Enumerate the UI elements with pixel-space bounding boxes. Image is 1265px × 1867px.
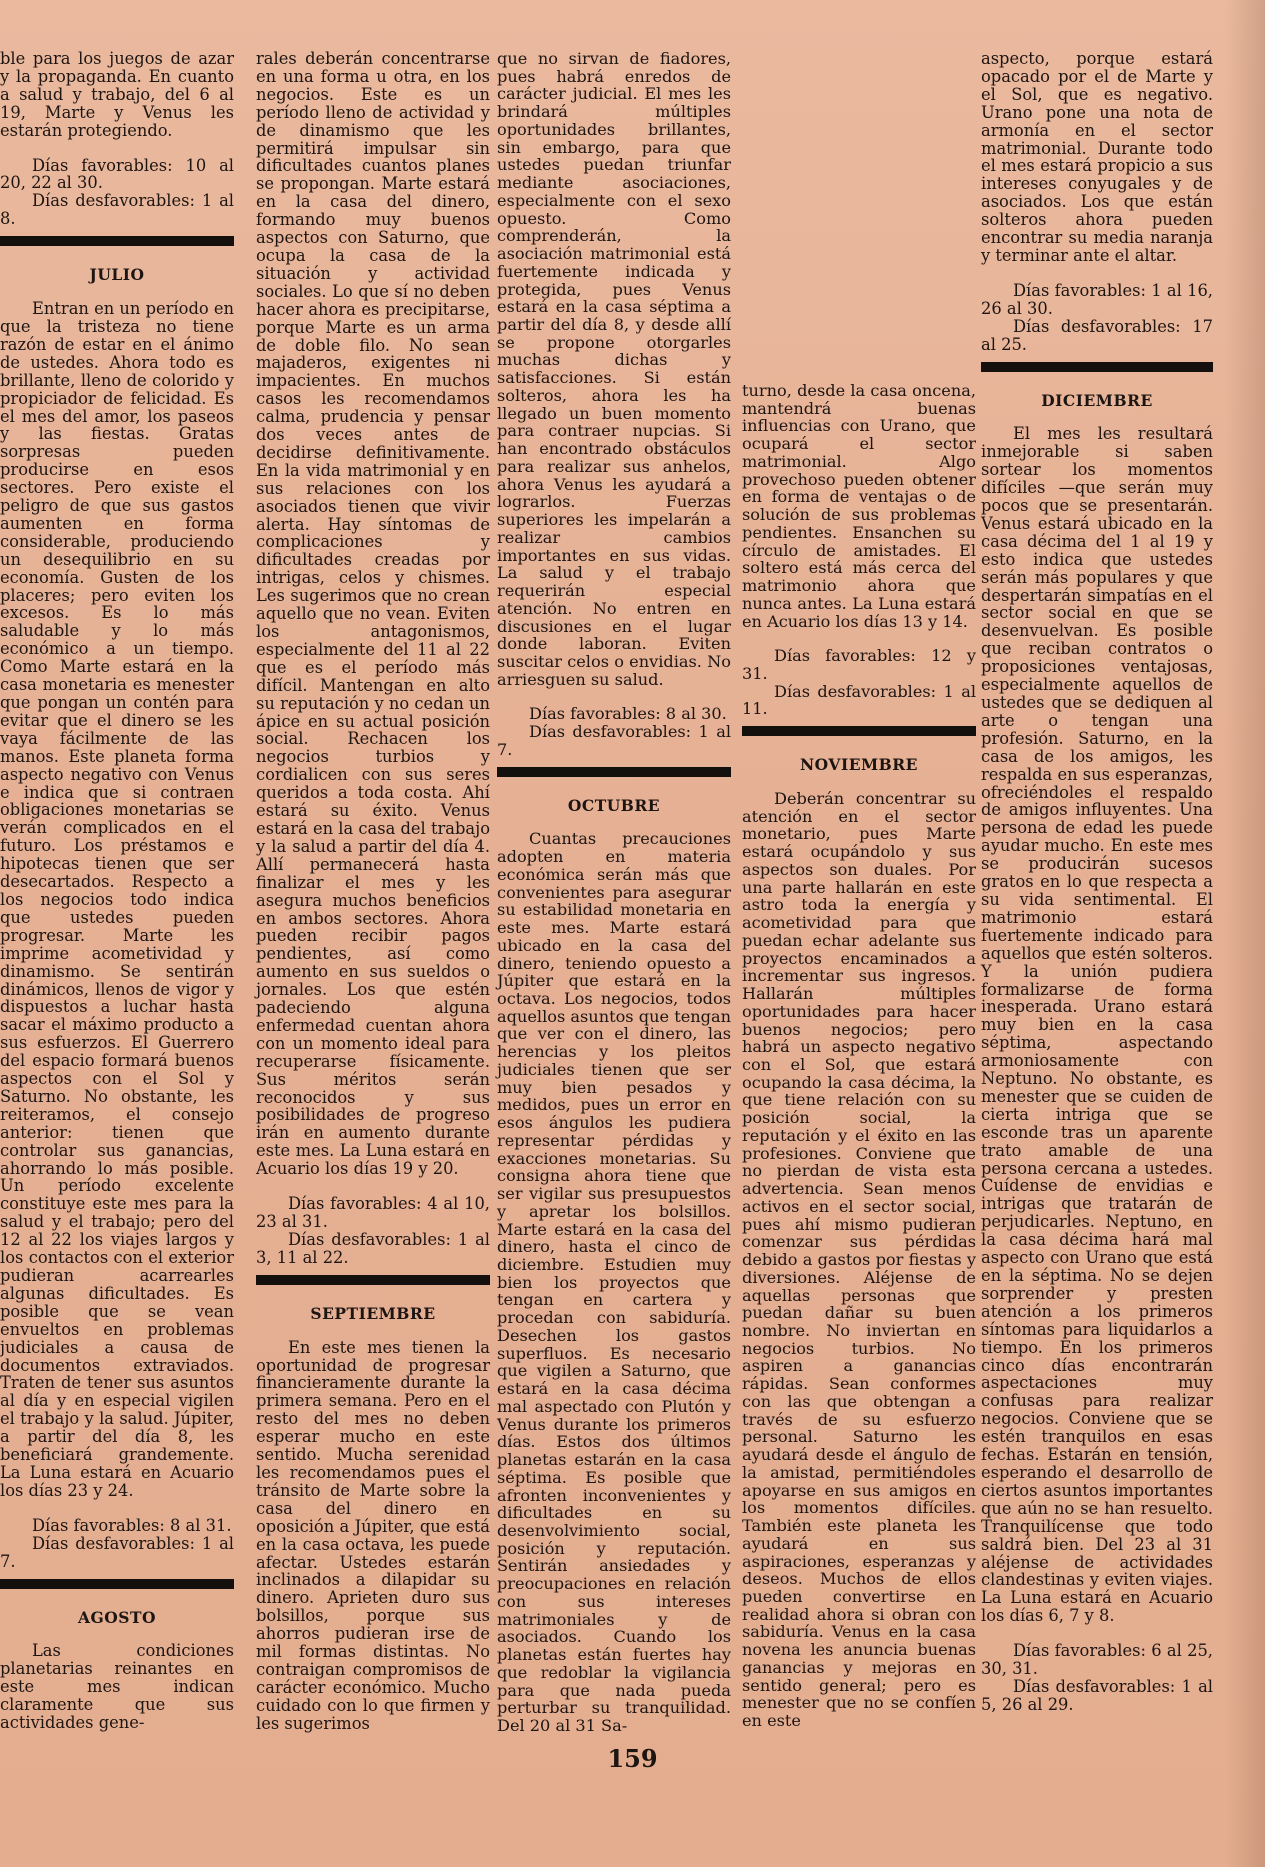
month-heading-diciembre: DICIEMBRE (1041, 390, 1153, 410)
section-divider (256, 1275, 490, 1285)
page-number: 159 (607, 1744, 658, 1773)
unfavorable-days: Días desfavorables: 1 al 7. (0, 1533, 234, 1571)
paragraph-continued: que no sirvan de fiadores, pues habrá enredos de carácter judicial. El mes les brindará múltiples oportunidades brillantes, sin embargo, para que ustedes puedan triunfar mediante asociaciones, especialmente con el sexo opuesto. Como comprenderán, la asociación matrimonial está fuertemente indicada y protegida, pues Venus estará en la casa séptima a partir del día 8, y desde allí se propone otorgarles muchas dichas y satisfacciones. Si están solteros, ahora les ha llegado un buen momento para contraer nupcias. Si han encontrado obstáculos para realizar sus anhelos, ahora Venus les ayudará a lograrlos. Fuerzas superiores les impelarán a realizar cambios importantes en sus vidas. La salud y el trabajo requerirán especial atención. No entren en discusiones en el lugar donde laboran. Eviten suscitar celos o envidias. No arriesguen su salud. (497, 49, 731, 689)
paragraph-continued: rales deberán concentrarse en una forma u otra, en los negocios. Este es un período lleno de actividad y de dinamismo que les permitirá impulsar sin dificultades cuantos planes se propongan. Marte estará en la casa del dinero, formando muy buenos aspectos con Saturno, que ocupa la casa de la situación y actividad sociales. Lo que sí no deben hacer ahora es precipitarse, porque Marte es un arma de doble filo. No sean majaderos, exigentes ni impacientes. En muchos casos les recomendamos calma, prudencia y pensar dos veces antes de decidirse definitivamente. En la vida matrimonial y en sus relaciones con los asociados tienen que vivir alerta. Hay síntomas de complicaciones y dificultades creadas por intrigas, celos y chismes. Les sugerimos que no crean aquello que no vean. Eviten los antagonismos, especialmente del 11 al 22 que es el período más difícil. Mantengan en alto su reputación y no cedan un ápice en su actual posición social. Rechacen los negocios turbios y cordialicen con sus seres queridos a toda costa. Ahí estará su éxito. Venus estará en la casa del trabajo y la salud a partir del día 4. Allí permanecerá hasta finalizar el mes y les asegura muchos beneficios en ambos sectores. Ahora pueden recibir pagos pendientes, así como aumento en sus sueldos o jornales. Los que estén padeciendo alguna enfermedad cuentan ahora con un momento ideal para recuperarse físicamente. Sus méritos serán reconocidos y sus posibilidades de progreso irán en aumento durante este mes. La Luna estará en Acuario los días 19 y 20. (256, 49, 490, 1179)
month-body-octubre: Cuantas precauciones adopten en materia económica serán más que convenientes para asegurar su estabilidad monetaria en este mes. Marte estará ubicado en la casa del dinero, teniendo opuesto a Júpiter que estará en la octava. Los negocios, todos aquellos asuntos que tengan que ver con el dinero, las herencias y los pleitos judiciales tienen que ser muy bien pesados y medidos, pues un error en esos ángulos les pudiera representar pérdidas y exacciones monetarias. Su consigna ahora tiene que ser vigilar sus presupuestos y apretar los bolsillos. Marte estará en la casa del dinero, hasta el cinco de diciembre. Estudien muy bien los proyectos que tengan en cartera y procedan con sabiduría. Desechen los gastos superfluos. Es necesario que vigilen a Saturno, que estará en la casa décima mal aspectado con Plutón y Venus durante los primeros días. Estos dos últimos planetas estarán en la casa séptima. Es posible que afronten inconvenientes y dificultades en su desenvolvimiento social, posición y reputación. Sentirán ansiedades y preocupaciones en relación con sus intereses matrimoniales y de asociados. Cuando los planetas están fuertes hay que redoblar la vigilancia para que nada pueda perturbar su tranquilidad. Del 20 al 31 Sa- (497, 829, 731, 1736)
favorable-days: Días favorables: 8 al 31. (32, 1515, 232, 1535)
page-edge-shadow (1225, 0, 1265, 1867)
unfavorable-days: Días desfavorables: 1 al 8. (0, 191, 234, 229)
month-heading-octubre: OCTUBRE (567, 795, 661, 815)
unfavorable-days: Días desfavorables: 17 al 25. (981, 316, 1213, 354)
section-divider (981, 362, 1213, 372)
column-2 (256, 50, 490, 1733)
month-body-diciembre: El mes les resultará inmejorable si saben sortear los momentos difíciles —que serán muy pocos que se presentarán. Venus estará ubicado en la casa décima del 1 al 19 y esto indica que ustedes serán más populares y que despertarán simpatías en el sector social en que se desenvuelvan. Es posible que reciban contratos o proposiciones ventajosas, especialmente aquellos de ustedes que se dediquen al arte o tengan una profesión. Saturno, en la casa de los amigos, les respalda en sus esperanzas, ofreciéndoles el respaldo de amigos influyentes. Una persona de edad les puede ayudar mucho. En este mes se producirán sucesos gratos en lo que respecta a su vida sentimental. El matrimonio estará fuertemente indicado para aquellos que estén solteros. Y la unión pudiera formalizarse de forma inesperada. Urano estará muy bien en la casa séptima, aspectando armoniosamente con Neptuno. No obstante, es menester que se cuiden de cierta intriga que se esconde tras un aparente trato amable de una persona cercana a ustedes. Cuídense de envidias e intrigas que tratarán de perjudicarles. Neptuno, en la casa décima hará mal aspecto con Urano que está en la séptima. No se dejen sorprender y presten atención a los primeros síntomas para liquidarlos a tiempo. En los primeros cinco días encontrarán aspectaciones muy confusas para realizar negocios. Conviene que se estén tranquilos en esas fechas. Estarán en tensión, esperando el desarrollo de ciertos asuntos importantes que aún no se han resuelto. Tranquilícense que todo saldrá bien. Del 23 al 31 aléjense de actividades clandestinas y eviten viajes. La Luna estará en Acuario los días 6, 7 y 8. (981, 424, 1213, 1626)
column-4 (742, 382, 976, 1730)
month-heading-noviembre: NOVIEMBRE (800, 755, 918, 775)
column-1 (0, 50, 234, 1732)
section-divider (497, 767, 731, 777)
column-3 (497, 50, 731, 1735)
favorable-days: Días favorables: 12 y 31. (742, 646, 976, 684)
month-heading-agosto: AGOSTO (78, 1607, 156, 1627)
unfavorable-days: Días desfavorables: 1 al 5, 26 al 29. (981, 1676, 1213, 1714)
month-body-julio: Entran en un período en que la tristeza no tiene razón de estar en el ánimo de ustedes. Ahora todo es brillante, lleno de colorido y propiciador de felicidad. Es el mes del amor, los paseos y las fiestas. Gratas sorpresas pueden producirse en esos sectores. Pero existe el peligro de que sus gastos aumenten en forma considerable, produciendo un desequilibrio en su economía. Gusten de los placeres; pero eviten los excesos. Es lo más saludable y lo más económico a un tiempo. Como Marte estará en la casa monetaria es menester que pongan un contén para evitar que el dinero se les vaya fácilmente de las manos. Este planeta forma aspecto negativo con Venus e indica que si contraen obligaciones monetarias se verán complicados en el futuro. Los préstamos e hipotecas tienen que ser desecartados. Respecto a los negocios todo indica que ustedes pueden progresar. Marte les imprime acometividad y dinamismo. Se sentirán dinámicos, llenos de vigor y dispuestos a luchar hasta sacar el máximo producto a sus esfuerzos. El Guerrero del espacio formará buenos aspectos con el Sol y Saturno. No obstante, les reiteramos, el consejo anterior: tienen que controlar sus ganancias, ahorrando lo más posible. Un período excelente constituye este mes para la salud y el trabajo; pero del 12 al 22 los viajes largos y los contactos con el exterior pudieran acarrearles algunas dificultades. Es posible que se vean envueltos en problemas judiciales a causa de documentos extraviados. Traten de tener sus asuntos al día y en especial vigilen el trabajo y la salud. Júpiter, a partir del día 8, les beneficiará grandemente. La Luna estará en Acuario los días 23 y 24. (0, 299, 234, 1500)
month-body-septiembre: En este mes tienen la oportunidad de progresar financieramente durante la primera semana. Pero en el resto del mes no deben esperar mucho en este sentido. Mucha serenidad les recomendamos pues el tránsito de Marte sobre la casa del dinero en oposición a Júpiter, que está en la casa octava, les puede afectar. Ustedes estarán inclinados a dilapidar su dinero. Aprieten duro sus bolsillos, porque sus ahorros pudieran irse de mil formas distintas. No contraigan compromisos de carácter económico. Mucho cuidado con lo que firmen y les sugerimos (256, 1337, 490, 1733)
unfavorable-days: Días desfavorables: 1 al 7. (497, 722, 731, 759)
section-divider (0, 236, 234, 246)
month-heading-septiembre: SEPTIEMBRE (310, 1303, 436, 1323)
favorable-days: Días favorables: 10 al 20, 22 al 30. (0, 155, 234, 193)
favorable-days: Días favorables: 6 al 25, 30, 31. (981, 1641, 1213, 1679)
month-heading-julio: JULIO (89, 265, 145, 285)
unfavorable-days: Días desfavorables: 1 al 11. (742, 681, 976, 719)
unfavorable-days: Días desfavorables: 1 al 3, 11 al 22. (256, 1229, 490, 1267)
favorable-days: Días favorables: 1 al 16, 26 al 30. (981, 280, 1213, 318)
month-body-noviembre: Deberán concentrar su atención en el sector monetario, pues Marte estará ocupándolo y sus aspectos son duales. Por una parte hallarán en este astro toda la energía y acometividad para que puedan echar adelante sus proyectos encaminados a incrementar sus ingresos. Hallarán múltiples oportunidades para hacer buenos negocios; pero habrá un aspecto negativo con el Sol, que estará ocupando la casa décima, la que tiene relación con su posición social, la reputación y el éxito en las profesiones. Conviene que no pierdan de vista esta advertencia. Sean menos activos en el sector social, pues ahí mismo pudieran comenzar sus pérdidas debido a gastos por fiestas y diversiones. Aléjense de aquellas personas que puedan dañar su buen nombre. No inviertan en negocios turbios. No aspiren a ganancias rápidas. Sean conformes con las que obtengan a través de su esfuerzo personal. Saturno les ayudará desde el ángulo de la amistad, permitiéndoles apoyarse en sus amigos en los momentos difíciles. También este planeta les ayudará en sus aspiraciones, esperanzas y deseos. Muchos de ellos pueden convertirse en realidad ahora si obran con sabiduría. Venus en la casa novena les anuncia buenas ganancias y mejoras en sentido general; pero es menester que no se confíen en este (742, 788, 976, 1731)
paragraph-continued: aspecto, porque estará opacado por el de Marte y el Sol, que es negativo. Urano pone una nota de armonía en el sector matrimonial. Durante todo el mes estará propicio a sus intereses conyugales y de asociados. Los que están solteros ahora pueden encontrar su media naranja y terminar ante el altar. (981, 49, 1213, 265)
section-divider (0, 1579, 234, 1589)
favorable-days: Días favorables: 4 al 10, 23 al 31. (256, 1194, 490, 1231)
paragraph-continued: ble para los juegos de azar y la propaganda. En cuanto a salud y trabajo, del 6 al 19, Marte y Venus les estarán protegiendo. (0, 49, 234, 140)
column-5 (981, 50, 1213, 1714)
section-divider (742, 726, 976, 736)
month-body-agosto: Las condiciones planetarias reinantes en este mes indican claramente que sus actividades gene- (0, 1641, 234, 1733)
paragraph-continued: turno, desde la casa oncena, mantendrá buenas influencias con Urano, que ocupará el sector matrimonial. Algo provechoso pueden obtener en forma de ventajas o de solución de sus problemas pendientes. Ensanchen su círculo de amistades. El soltero está más cerca del matrimonio ahora que nunca antes. La Luna estará en Acuario los días 13 y 14. (742, 381, 976, 631)
favorable-days: Días favorables: 8 al 30. (529, 704, 727, 724)
